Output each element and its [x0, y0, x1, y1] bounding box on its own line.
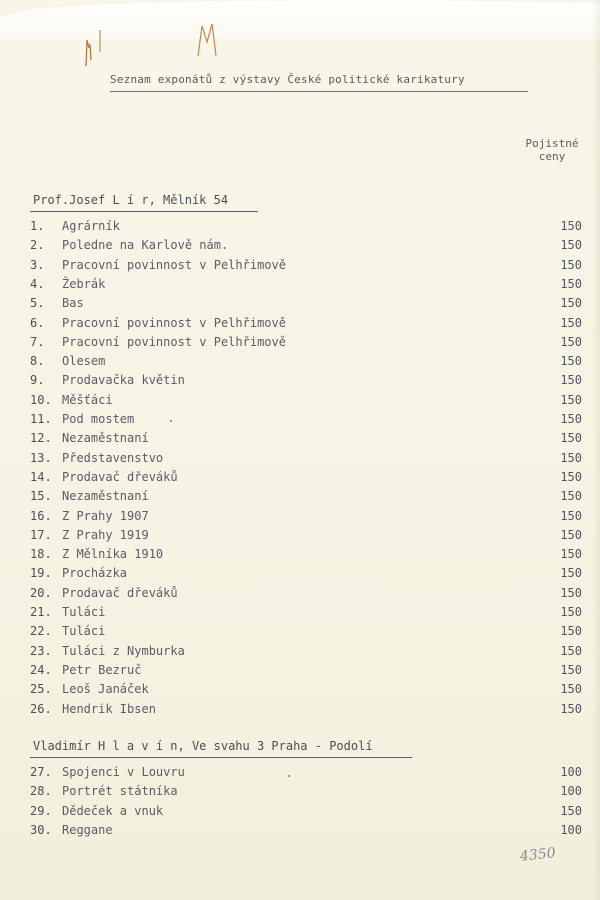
exhibit-row	[0, 545, 600, 564]
exhibit-number: 29.	[30, 803, 52, 818]
exhibit-price: 150	[560, 315, 582, 330]
exhibit-row	[0, 507, 600, 526]
exhibit-price: 150	[560, 547, 582, 562]
exhibit-number: 8.	[30, 354, 45, 369]
exhibit-price: 150	[560, 803, 582, 818]
exhibit-price: 150	[560, 431, 582, 446]
insurance-price-column-header: Pojistné ceny	[525, 137, 579, 163]
exhibit-title: Dědeček a vnuk	[62, 803, 164, 818]
exhibit-title: Prodavačka květin	[62, 373, 185, 388]
exhibit-row	[0, 449, 600, 468]
exhibit-price: 150	[560, 296, 582, 311]
exhibit-title: Tuláci	[62, 624, 106, 639]
exhibit-number: 9.	[30, 373, 45, 388]
exhibit-price: 150	[560, 354, 582, 369]
exhibit-price: 150	[560, 257, 582, 272]
exhibit-number: 17.	[30, 527, 52, 542]
exhibit-number: 5.	[30, 296, 45, 311]
exhibit-price: 150	[560, 238, 582, 253]
exhibit-row	[0, 333, 600, 352]
exhibit-title: Portrét státníka	[62, 784, 178, 799]
exhibit-title: Prodavač dřeváků	[62, 469, 178, 484]
exhibit-price: 150	[560, 219, 582, 233]
exhibit-row	[0, 487, 600, 506]
exhibit-row	[0, 564, 600, 583]
exhibit-title: Agrárník	[62, 219, 120, 233]
exhibit-number: 27.	[30, 765, 52, 779]
exhibit-title: Procházka	[62, 566, 128, 581]
exhibit-number: 26.	[30, 701, 52, 716]
exhibit-price: 150	[560, 682, 582, 697]
exhibit-number: 25.	[30, 682, 52, 697]
exhibit-title: Představenstvo	[62, 450, 164, 465]
exhibit-row	[0, 642, 600, 661]
exhibit-price: 150	[560, 373, 582, 388]
exhibit-price: 150	[560, 527, 582, 542]
exhibit-number: 3.	[30, 257, 45, 272]
exhibit-price: 150	[560, 643, 582, 658]
exhibit-title: Z Prahy 1919	[62, 527, 149, 542]
exhibit-price: 150	[560, 662, 582, 677]
exhibit-row	[0, 391, 600, 410]
section-heading-hlavin: Vladimír H l a v í n, Ve svahu 3 Praha - Podolí	[33, 739, 373, 753]
exhibit-number: 18.	[30, 547, 52, 562]
exhibit-row	[0, 782, 600, 801]
exhibit-title: Pracovní povinnost v Pelhřimově	[62, 257, 286, 272]
exhibit-title: Pracovní povinnost v Pelhřimově	[62, 315, 286, 330]
exhibit-title: Měšťáci	[62, 392, 113, 407]
exhibit-number: 30.	[30, 822, 52, 837]
exhibit-row	[0, 802, 600, 821]
exhibit-row	[0, 236, 600, 255]
ink-speck	[170, 420, 172, 422]
exhibit-row	[0, 275, 600, 294]
exhibit-price: 100	[560, 765, 582, 779]
exhibit-price: 100	[560, 784, 582, 799]
exhibit-row	[0, 294, 600, 313]
exhibit-row	[0, 680, 600, 699]
exhibit-price: 150	[560, 334, 582, 349]
exhibit-price: 150	[560, 508, 582, 523]
exhibit-price: 150	[560, 469, 582, 484]
exhibit-title: Z Mělníka 1910	[62, 547, 164, 562]
exhibit-row	[0, 526, 600, 545]
exhibit-title: Poledne na Karlově nám.	[62, 238, 229, 253]
exhibit-row	[0, 821, 600, 840]
exhibit-row	[0, 371, 600, 390]
exhibit-price: 150	[560, 450, 582, 465]
exhibit-price: 150	[560, 701, 582, 716]
exhibit-number: 22.	[30, 624, 52, 639]
exhibit-price: 150	[560, 624, 582, 639]
exhibit-number: 4.	[30, 276, 45, 291]
exhibit-number: 15.	[30, 489, 52, 504]
exhibit-number: 24.	[30, 662, 52, 677]
exhibit-number: 20.	[30, 585, 52, 600]
exhibit-number: 6.	[30, 315, 45, 330]
document-title: Seznam exponátů z výstavy České politické karikatury	[110, 73, 465, 86]
exhibit-row	[0, 256, 600, 275]
exhibit-title: Bas	[62, 296, 84, 311]
exhibit-price: 150	[560, 489, 582, 504]
exhibit-number: 1.	[30, 219, 45, 233]
exhibit-row	[0, 217, 600, 236]
exhibit-number: 21.	[30, 605, 52, 619]
exhibit-title: Hendrik Ibsen	[62, 701, 156, 716]
exhibit-title: Reggane	[62, 822, 113, 837]
exhibit-row	[0, 584, 600, 603]
exhibit-title: Pracovní povinnost v Pelhřimově	[62, 334, 286, 349]
exhibit-title: Žebrák	[62, 276, 106, 291]
exhibit-number: 23.	[30, 643, 52, 658]
exhibit-row	[0, 468, 600, 487]
exhibit-number: 28.	[30, 784, 52, 799]
exhibit-title: Tuláci z Nymburka	[62, 643, 185, 658]
exhibit-row	[0, 314, 600, 333]
exhibit-title: Olesem	[62, 354, 106, 369]
exhibit-price: 150	[560, 585, 582, 600]
section-heading-lir: Prof.Josef L í r, Mělník 54	[33, 193, 229, 207]
exhibit-number: 7.	[30, 334, 45, 349]
exhibit-price: 150	[560, 605, 582, 619]
exhibit-title: Nezaměstnaní	[62, 431, 149, 446]
handwritten-total: 4350	[519, 845, 557, 865]
ink-speck	[288, 775, 290, 777]
exhibit-row	[0, 763, 600, 782]
exhibit-price: 150	[560, 276, 582, 291]
exhibit-row	[0, 700, 600, 719]
exhibit-number: 11.	[30, 412, 52, 426]
exhibit-title: Petr Bezruč	[62, 662, 142, 677]
exhibit-title: Leoš Janáček	[62, 682, 149, 697]
exhibit-price: 150	[560, 566, 582, 581]
exhibit-title: Nezaměstnaní	[62, 489, 149, 504]
exhibit-number: 14.	[30, 469, 52, 484]
exhibit-price: 150	[560, 392, 582, 407]
exhibit-number: 2.	[30, 238, 45, 253]
exhibit-title: Tuláci	[62, 605, 106, 619]
exhibit-title: Pod mostem	[62, 412, 135, 426]
exhibit-row	[0, 429, 600, 448]
exhibit-title: Prodavač dřeváků	[62, 585, 178, 600]
exhibit-row	[0, 410, 600, 429]
exhibit-number: 10.	[30, 392, 52, 407]
exhibit-row	[0, 622, 600, 641]
exhibit-price: 150	[560, 412, 582, 426]
exhibit-number: 16.	[30, 508, 52, 523]
exhibit-price: 100	[560, 822, 582, 837]
exhibit-row	[0, 352, 600, 371]
exhibit-title: Z Prahy 1907	[62, 508, 149, 523]
exhibit-row	[0, 661, 600, 680]
exhibit-row	[0, 603, 600, 622]
exhibit-number: 13.	[30, 450, 52, 465]
exhibit-title: Spojenci v Louvru	[62, 765, 185, 779]
exhibit-number: 12.	[30, 431, 52, 446]
exhibit-number: 19.	[30, 566, 52, 581]
